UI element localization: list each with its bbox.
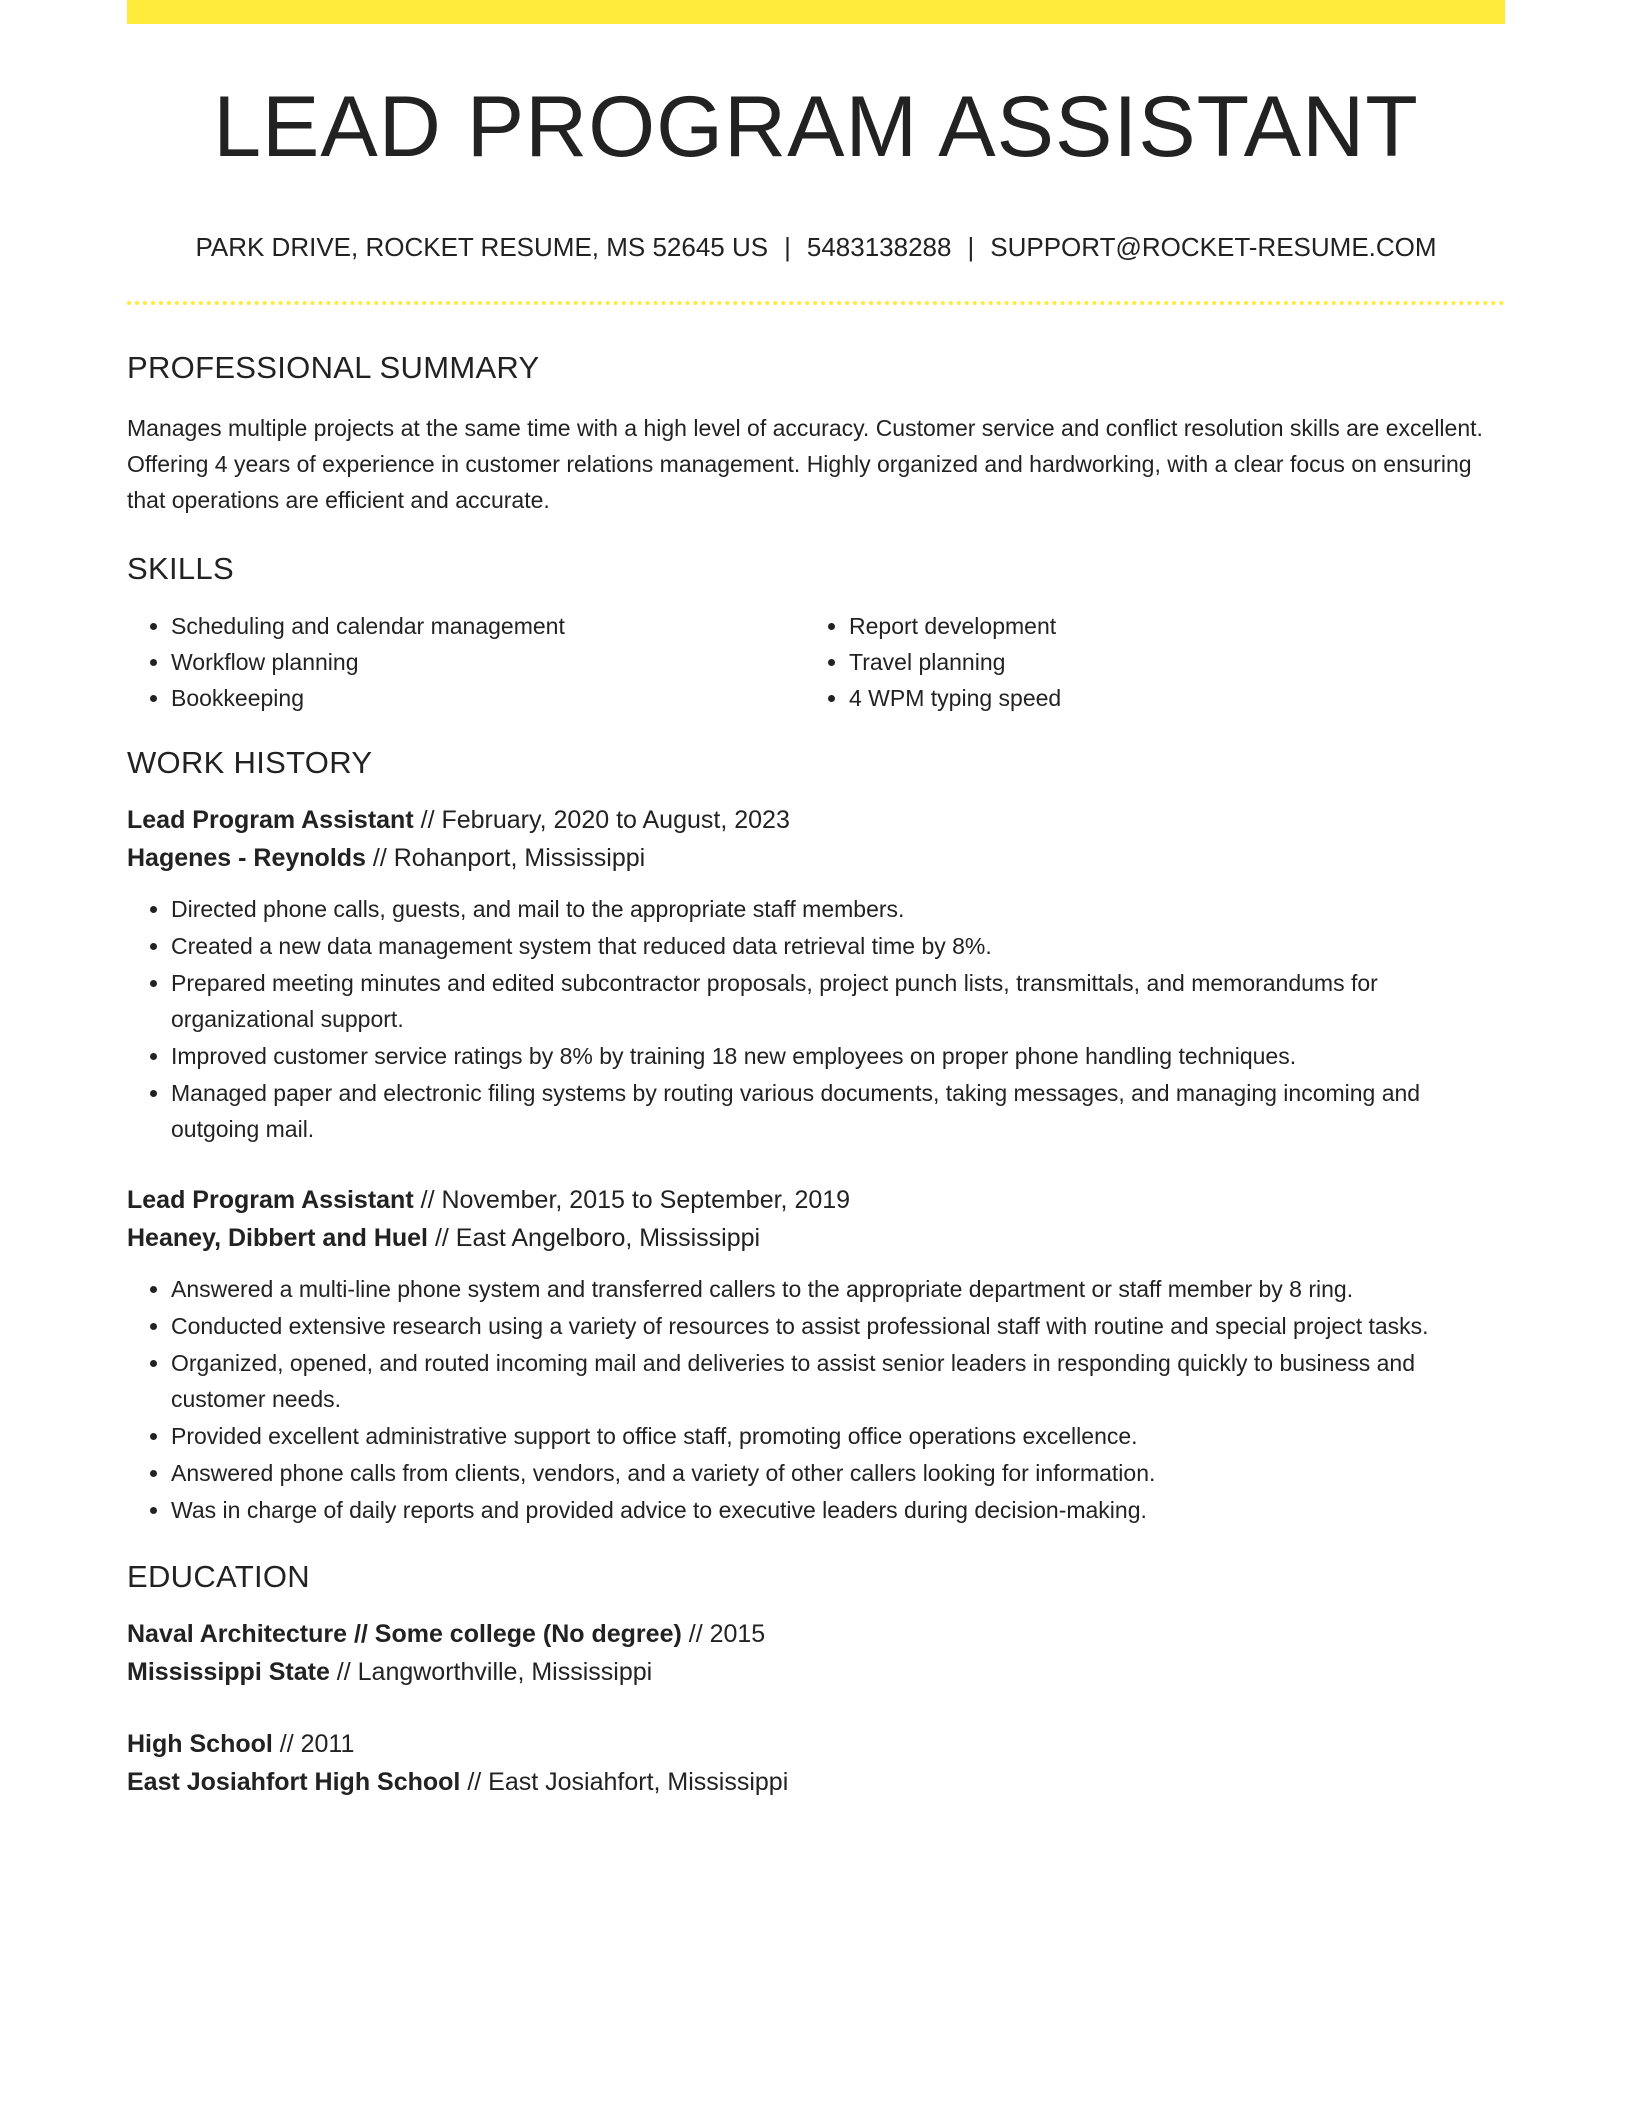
contact-line [127,232,1505,263]
job-bullet: • Improved customer service ratings by 8% by training 18 new employees on proper phone handling techniques. [171,1038,1505,1074]
resume-page [127,0,1505,1801]
contact-separator: | [784,232,791,262]
job-company-line [127,1219,1505,1257]
job-bullet: • Created a new data management system that reduced data retrieval time by 8%. [171,928,1505,964]
contact-email: SUPPORT@ROCKET-RESUME.COM [990,232,1437,262]
skill-item: • 4 WPM typing speed [849,680,1483,716]
job-bullets [127,891,1505,1147]
job-bullet: • Was in charge of daily reports and provided advice to executive leaders during decision-making. [171,1492,1505,1528]
summary-text: Manages multiple projects at the same time with a high level of accuracy. Customer service and conflict resolution skills are excellent. Offering 4 years of experience in customer relations management. Highly organized and hardworking, with a clear focus on ensuring that operations are efficient and accurate. [127,415,1483,514]
job-bullet: • Answered phone calls from clients, vendors, and a variety of other callers looking for information. [171,1455,1505,1491]
dotted-divider [127,301,1505,305]
skill-item: • Travel planning [849,644,1483,680]
section-title-education: EDUCATION [127,1558,310,1594]
skill-item: • Workflow planning [171,644,805,680]
job-location: // East Angelboro, Mississippi [428,1223,761,1252]
job-entry [127,801,1505,1147]
job-company: Heaney, Dibbert and Huel [127,1223,428,1252]
skill-item: • Scheduling and calendar management [171,608,805,644]
job-bullet: • Directed phone calls, guests, and mail to the appropriate staff members. [171,891,1505,927]
job-role: Lead Program Assistant [127,805,414,834]
skills-columns [127,608,1505,716]
education-school: Mississippi State [127,1657,330,1686]
education-location: // East Josiahfort, Mississippi [460,1767,789,1796]
education-school-line [127,1763,1505,1801]
contact-address: PARK DRIVE, ROCKET RESUME, MS 52645 US [195,232,769,262]
job-bullet: • Managed paper and electronic filing systems by routing various documents, taking messages, and managing incoming and outgoing mail. [171,1075,1505,1147]
job-dates: // February, 2020 to August, 2023 [413,805,790,834]
job-bullet: • Provided excellent administrative support to office staff, promoting office operations excellence. [171,1418,1505,1454]
section-title-work-history: WORK HISTORY [127,744,373,780]
job-bullets [127,1271,1505,1528]
section-title-skills: SKILLS [127,551,234,587]
resume-name: LEAD PROGRAM ASSISTANT [213,79,1419,175]
job-bullet: • Organized, opened, and routed incoming mail and deliveries to assist senior leaders in responding quickly to business and customer needs. [171,1345,1505,1417]
job-dates: // November, 2015 to September, 2019 [413,1185,851,1214]
skills-list-right [805,608,1483,716]
job-bullet: • Answered a multi-line phone system and transferred callers to the appropriate department or staff member by 8 ring. [171,1271,1505,1307]
education-degree-line [127,1725,1505,1763]
job-location: // Rohanport, Mississippi [365,843,646,872]
job-company: Hagenes - Reynolds [127,843,366,872]
education-location: // Langworthville, Mississippi [329,1657,653,1686]
job-role: Lead Program Assistant [127,1185,414,1214]
education-degree: High School [127,1729,273,1758]
education-entry [127,1615,1505,1691]
education-degree-line [127,1615,1505,1653]
education-school-line [127,1653,1505,1691]
skills-list-left [127,608,805,716]
job-role-line [127,1181,1505,1219]
job-bullet: • Conducted extensive research using a variety of resources to assist professional staff with routine and special project tasks. [171,1308,1505,1344]
job-company-line [127,839,1505,877]
section-title-summary: PROFESSIONAL SUMMARY [127,350,540,386]
education-year: // 2011 [272,1729,355,1758]
education-degree: Naval Architecture // Some college (No degree) [127,1619,682,1648]
education-year: // 2015 [681,1619,766,1648]
education-school: East Josiahfort High School [127,1767,461,1796]
contact-separator: | [967,232,975,262]
job-bullet: • Prepared meeting minutes and edited subcontractor proposals, project punch lists, transmittals, and memorandums for organizational support. [171,965,1505,1037]
accent-bar [127,0,1505,24]
skill-item: • Report development [849,608,1483,644]
skill-item: • Bookkeeping [171,680,805,716]
job-role-line [127,801,1505,839]
contact-phone: 5483138288 [806,232,952,262]
education-entry [127,1725,1505,1801]
job-entry [127,1181,1505,1528]
